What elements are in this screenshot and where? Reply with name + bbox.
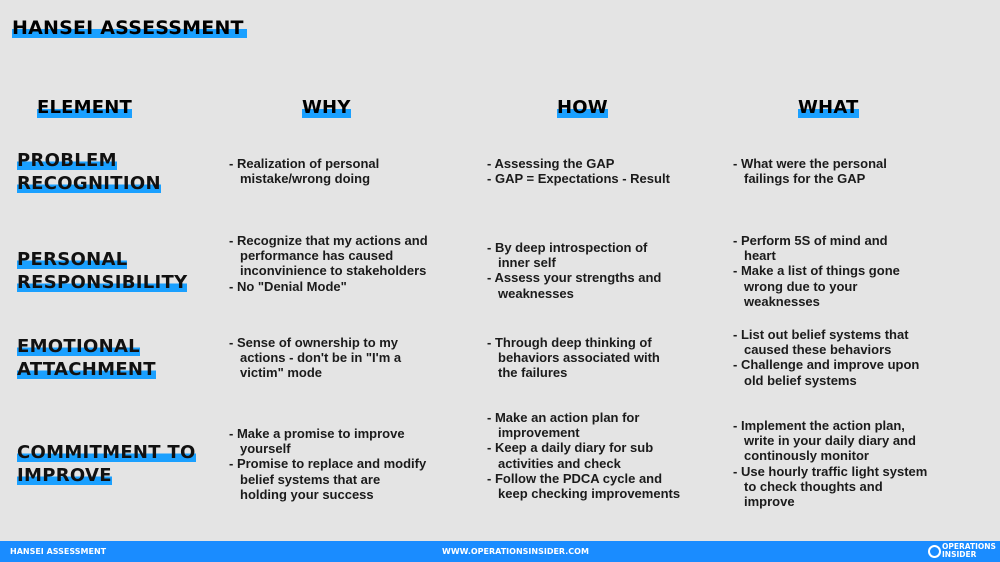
logo-line1: OPERATIONS	[942, 542, 996, 551]
logo-circle-icon	[928, 545, 941, 558]
cell-why-0	[229, 156, 429, 186]
row-label-line1: EMOTIONAL	[17, 336, 140, 357]
header-element: ELEMENT	[37, 97, 133, 118]
bullet-item: - Promise to replace and modify belief systems that are holding your success	[229, 456, 429, 502]
bullet-item: - No "Denial Mode"	[229, 279, 429, 294]
bullet-item: - What were the personal failings for the GAP	[733, 156, 933, 186]
logo-text	[942, 543, 996, 559]
footer-title: HANSEI ASSESSMENT	[10, 547, 107, 556]
cell-what-2	[733, 327, 933, 388]
row-label-commitment-to-improve	[17, 441, 196, 487]
bullet-item: - By deep introspection of inner self	[487, 240, 677, 270]
bullet-item: - Assessing the GAP	[487, 156, 702, 171]
header-why: WHY	[302, 97, 351, 118]
header-how: HOW	[557, 97, 608, 118]
cell-what-1	[733, 233, 918, 309]
operations-insider-logo	[928, 543, 994, 560]
bullet-item: - Keep a daily diary for sub activities and check	[487, 440, 687, 470]
bullet-item: - List out belief systems that caused these behaviors	[733, 327, 933, 357]
bullet-item: - Use hourly traffic light system to check thoughts and improve	[733, 464, 933, 510]
row-label-line2: RECOGNITION	[17, 173, 161, 194]
bullet-item: - Challenge and improve upon old belief systems	[733, 357, 933, 387]
row-label-line2: RESPONSIBILITY	[17, 272, 188, 293]
bullet-item: - Through deep thinking of behaviors associated with the failures	[487, 335, 682, 381]
row-label-line1: PERSONAL	[17, 249, 128, 270]
bullet-item: - Assess your strengths and weaknesses	[487, 270, 677, 300]
row-label-line2: ATTACHMENT	[17, 359, 156, 380]
row-label-line2: IMPROVE	[17, 465, 112, 486]
row-label-line1: PROBLEM	[17, 150, 117, 171]
row-label-problem-recognition	[17, 149, 161, 195]
bullet-item: - Recognize that my actions and performance has caused inconvinience to stakeholders	[229, 233, 429, 279]
header-what: WHAT	[798, 97, 859, 118]
row-label-emotional-attachment	[17, 335, 156, 381]
page-title: HANSEI ASSESSMENT	[12, 16, 247, 40]
bullet-item: - Sense of ownership to my actions - don't be in "I'm a victim" mode	[229, 335, 424, 381]
cell-how-0	[487, 156, 702, 186]
footer-bar	[0, 541, 1000, 562]
row-label-personal-responsibility	[17, 248, 187, 294]
bullet-item: - Make an action plan for improvement	[487, 410, 687, 440]
cell-how-2	[487, 335, 682, 381]
cell-how-1	[487, 240, 677, 301]
logo-line2: INSIDER	[942, 550, 977, 559]
bullet-item: - Make a promise to improve yourself	[229, 426, 429, 456]
bullet-item: - Perform 5S of mind and heart	[733, 233, 918, 263]
cell-why-2	[229, 335, 424, 381]
bullet-item: - Implement the action plan, write in your daily diary and continously monitor	[733, 418, 933, 464]
bullet-item: - Make a list of things gone wrong due to your weaknesses	[733, 263, 918, 309]
row-label-line1: COMMITMENT TO	[17, 442, 196, 463]
bullet-item: - Realization of personal mistake/wrong doing	[229, 156, 429, 186]
footer-website-link[interactable]: WWW.OPERATIONSINSIDER.COM	[442, 547, 589, 556]
cell-how-3	[487, 410, 687, 501]
cell-why-3	[229, 426, 429, 502]
cell-why-1	[229, 233, 429, 294]
cell-what-0	[733, 156, 933, 186]
cell-what-3	[733, 418, 933, 509]
bullet-item: - GAP = Expectations - Result	[487, 171, 702, 186]
bullet-item: - Follow the PDCA cycle and keep checking improvements	[487, 471, 687, 501]
